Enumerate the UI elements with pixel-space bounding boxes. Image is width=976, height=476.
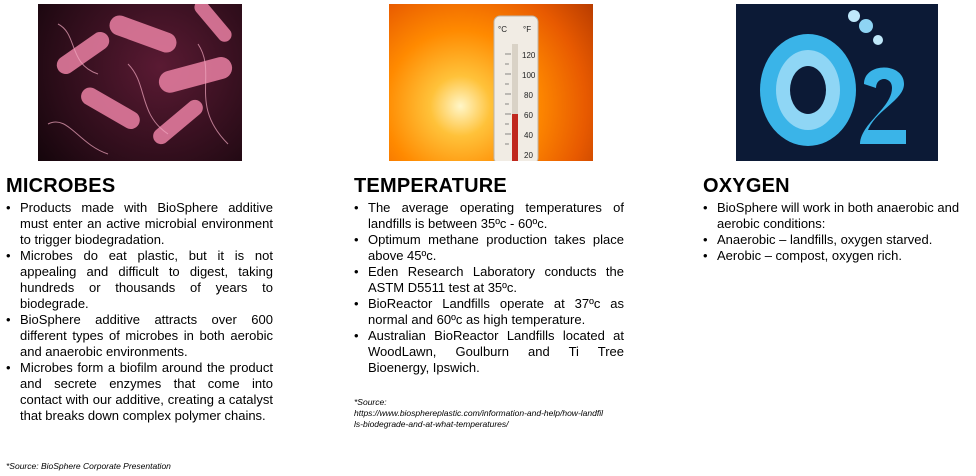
oxygen-heading: OXYGEN bbox=[703, 175, 790, 197]
tick-label: 60 bbox=[524, 111, 533, 120]
tick-label: 100 bbox=[522, 71, 536, 80]
footer-source: *Source: BioSphere Corporate Presentation bbox=[6, 461, 171, 471]
tick-label: 20 bbox=[524, 151, 533, 160]
list-item: • Aerobic – compost, oxygen rich. bbox=[703, 248, 973, 264]
list-item: • Anaerobic – landfills, oxygen starved. bbox=[703, 232, 973, 248]
source-url: https://www.biosphereplastic.com/information-and-help/how-landfills-biodegrade-and-at-what-temperatures/ bbox=[354, 408, 603, 429]
tick-label: 80 bbox=[524, 91, 533, 100]
thermometer-illustration bbox=[389, 4, 593, 161]
tick-label: 40 bbox=[524, 131, 533, 140]
list-item: • BioReactor Landfills operate at 37ºc as normal and 60ºc as high temperature. bbox=[354, 296, 624, 328]
oxygen-bullet-list bbox=[703, 200, 973, 264]
microbes-image bbox=[38, 4, 242, 161]
temperature-bullet-list bbox=[354, 200, 624, 376]
microbes-illustration bbox=[38, 4, 242, 161]
list-item: • BioSphere additive attracts over 600 different types of microbes in both aerobic and anaerobic environments. bbox=[6, 312, 273, 360]
temperature-source bbox=[354, 397, 604, 430]
list-item: • Optimum methane production takes place above 45ºc. bbox=[354, 232, 624, 264]
list-item: • Eden Research Laboratory conducts the ASTM D5511 test at 35ºc. bbox=[354, 264, 624, 296]
microbes-heading: MICROBES bbox=[6, 175, 116, 197]
celsius-label: °C bbox=[498, 25, 507, 34]
list-item: • Microbes do eat plastic, but it is not appealing and difficult to digest, taking hundreds or thousands of years to biodegrade. bbox=[6, 248, 273, 312]
source-label: *Source: bbox=[354, 397, 387, 407]
o2-image-text: O2 bbox=[826, 154, 828, 155]
microbes-bullet-list bbox=[6, 200, 273, 424]
list-item: • Products made with BioSphere additive must enter an active microbial environment to trigger biodegradation. bbox=[6, 200, 273, 248]
list-item: • The average operating temperatures of landfills is between 35ºc - 60ºc. bbox=[354, 200, 624, 232]
list-item: • Australian BioReactor Landfills located at WoodLawn, Goulburn and Ti Tree Bioenergy, Ipswich. bbox=[354, 328, 624, 376]
list-item: • BioSphere will work in both anaerobic and aerobic conditions: bbox=[703, 200, 973, 232]
list-item: • Microbes form a biofilm around the product and secrete enzymes that come into contact with our additive, creating a catalyst that breaks down complex polymer chains. bbox=[6, 360, 273, 424]
oxygen-image bbox=[736, 4, 938, 161]
fahrenheit-label: °F bbox=[523, 25, 532, 34]
temperature-heading: TEMPERATURE bbox=[354, 175, 507, 197]
tick-label: 120 bbox=[522, 51, 536, 60]
thermometer-image bbox=[389, 4, 593, 161]
o2-illustration bbox=[736, 4, 938, 161]
